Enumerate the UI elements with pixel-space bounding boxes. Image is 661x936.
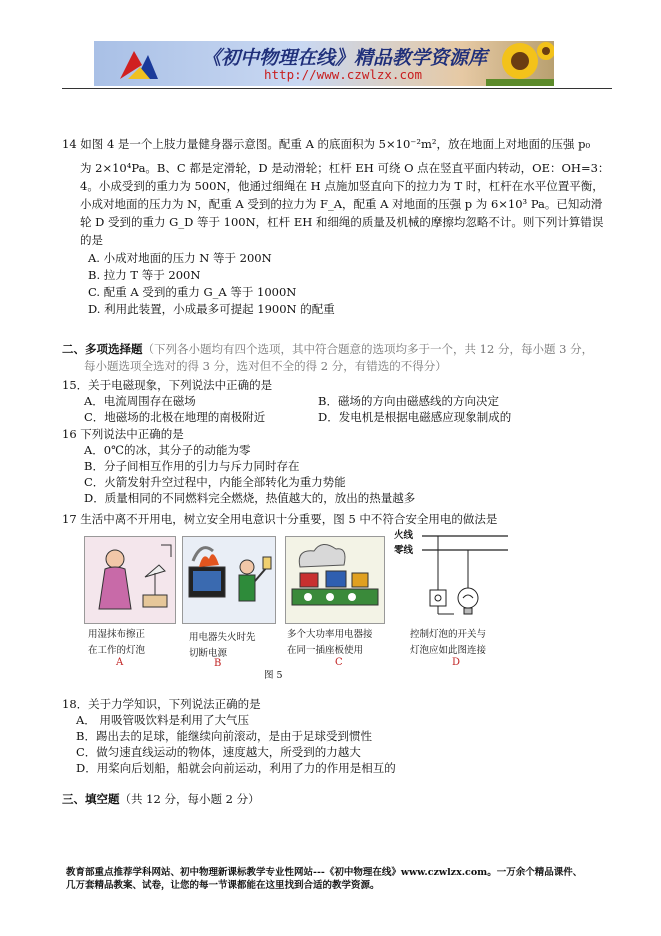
q18-option: D．用桨向后划船，船就会向前运动，利用了力的作用是相互的 [76,761,396,775]
banner-url[interactable]: http://www.czwlzx.com [264,67,423,82]
section-3-title: 三、填空题 [62,792,120,806]
q15-option: A．电流周围存在磁场 [84,394,196,408]
header-divider [62,88,612,89]
figure-5-panel-c [285,536,385,624]
q14-option: C. 配重 A 受到的重力 G_A 等于 1000N [88,285,297,299]
header-banner [94,41,554,86]
site-logo-icon [114,45,164,83]
panel-a-letter: A [116,657,124,668]
section-2-note: （下列各小题均有四个选项，其中符合题意的选项均多于一个，共 12 分，每小题 3 分， [142,342,594,356]
q16-option: D．质量相同的不同燃料完全燃烧，热值越大的，放出的热量越多 [84,491,416,505]
q14-line: 14 如图 4 是一个上肢力量健身器示意图。配重 A 的底面积为 5×10⁻²m²，放在地面上对地面的压强 p₀ [62,137,591,151]
q15-stem: 15．关于电磁现象，下列说法中正确的是 [62,378,273,392]
figure-5-panel-a [84,536,176,624]
page-footer [66,866,582,892]
section-2-title: 二、多项选择题 [62,342,143,356]
q14-line: 4。小成受到的重力为 500N，他通过细绳在 H 点施加竖直向下的拉力为 T 时，杠杆在水平位置平衡， [80,179,604,193]
q16-stem: 16 下列说法中正确的是 [62,427,184,441]
panel-c-caption: 多个大功率用电器接 [287,629,373,640]
footer-line: 教育部重点推荐学科网站、初中物理新课标教学专业性网站---《初中物理在线》www.czwlzx.com。一万余个精品课件、 [66,867,583,878]
panel-a-caption: 在工作的灯泡 [88,645,146,656]
figure-5-caption: 图 5 [264,670,283,681]
q18-option: C．做匀速直线运动的物体，速度越大，所受到的力越大 [76,745,361,759]
live-wire-label: 火线 [394,530,414,541]
switch-lamp-circuit-icon [420,530,510,622]
panel-d-caption: 控制灯泡的开关与 [410,629,487,640]
q14-option: D. 利用此装置，小成最多可提起 1900N 的配重 [88,302,335,316]
panel-d-letter: D [452,657,461,668]
q14-line: 为 2×10⁴Pa。B、C 都是定滑轮，D 是动滑轮；杠杆 EH 可绕 O 点在竖直平面内转动，OE：OH=3： [80,161,610,175]
figure-5-panel-b [182,536,276,624]
q14-line: 轮 D 受到的重力 G_D 等于 100N，杠杆 EH 和细绳的质量及机械的摩擦均忽略不计。则下列计算错误 [80,215,604,229]
banner-title: 《初中物理在线》精品教学资源库 [202,47,488,69]
section-3-note: （共 12 分，每小题 2 分） [119,792,260,806]
section-2-note-cont: 每小题选项全选对的得 3 分，选对但不全的得 2 分，有错选的不得分） [84,359,447,373]
q14-option: B. 拉力 T 等于 200N [88,268,201,282]
q16-option: A．0℃的冰，其分子的动能为零 [84,443,251,457]
q14-option: A. 小成对地面的压力 N 等于 200N [88,251,272,265]
panel-b-letter: B [214,658,222,669]
section-3-header [62,792,260,806]
panel-a-caption: 用湿抹布擦正 [88,629,146,640]
q15-option: D．发电机是根据电磁感应现象制成的 [318,410,512,424]
q15-option: B．磁场的方向由磁感线的方向决定 [318,394,499,408]
sunflower-icon [486,41,554,86]
panel-c-caption: 在同一插座板使用 [287,645,364,656]
appliance-fire-icon [183,537,275,623]
q14-line: 的是 [80,233,103,247]
wet-cloth-lamp-icon [85,537,175,623]
panel-c-letter: C [335,657,343,668]
q16-option: C．火箭发射升空过程中，内能全部转化为重力势能 [84,475,346,489]
neutral-wire-label: 零线 [394,545,414,556]
overloaded-socket-icon [286,537,384,623]
footer-line: 几万套精品教案、试卷，让您的每一节课都能在这里找到合适的教学资源。 [66,880,380,891]
q18-option: B．踢出去的足球，能继续向前滚动，是由于足球受到惯性 [76,729,372,743]
q16-option: B．分子间相互作用的引力与斥力同时存在 [84,459,300,473]
q14-line: 小成对地面的压力为 N，配重 A 受到的拉力为 F_A，配重 A 对地面的压强 p 为 6×10³ Pa。已知动滑 [80,197,603,211]
panel-b-caption: 切断电源 [189,648,228,659]
q18-option: A． 用吸管吸饮料是利用了大气压 [76,713,249,727]
panel-b-caption: 用电器失火时先 [189,632,256,643]
q18-stem: 18．关于力学知识，下列说法正确的是 [62,697,261,711]
panel-d-caption: 灯泡应如此图连接 [410,645,487,656]
q17-stem: 17 生活中离不开用电，树立安全用电意识十分重要，图 5 中不符合安全用电的做法是 [62,512,498,526]
q15-option: C．地磁场的北极在地理的南极附近 [84,410,266,424]
